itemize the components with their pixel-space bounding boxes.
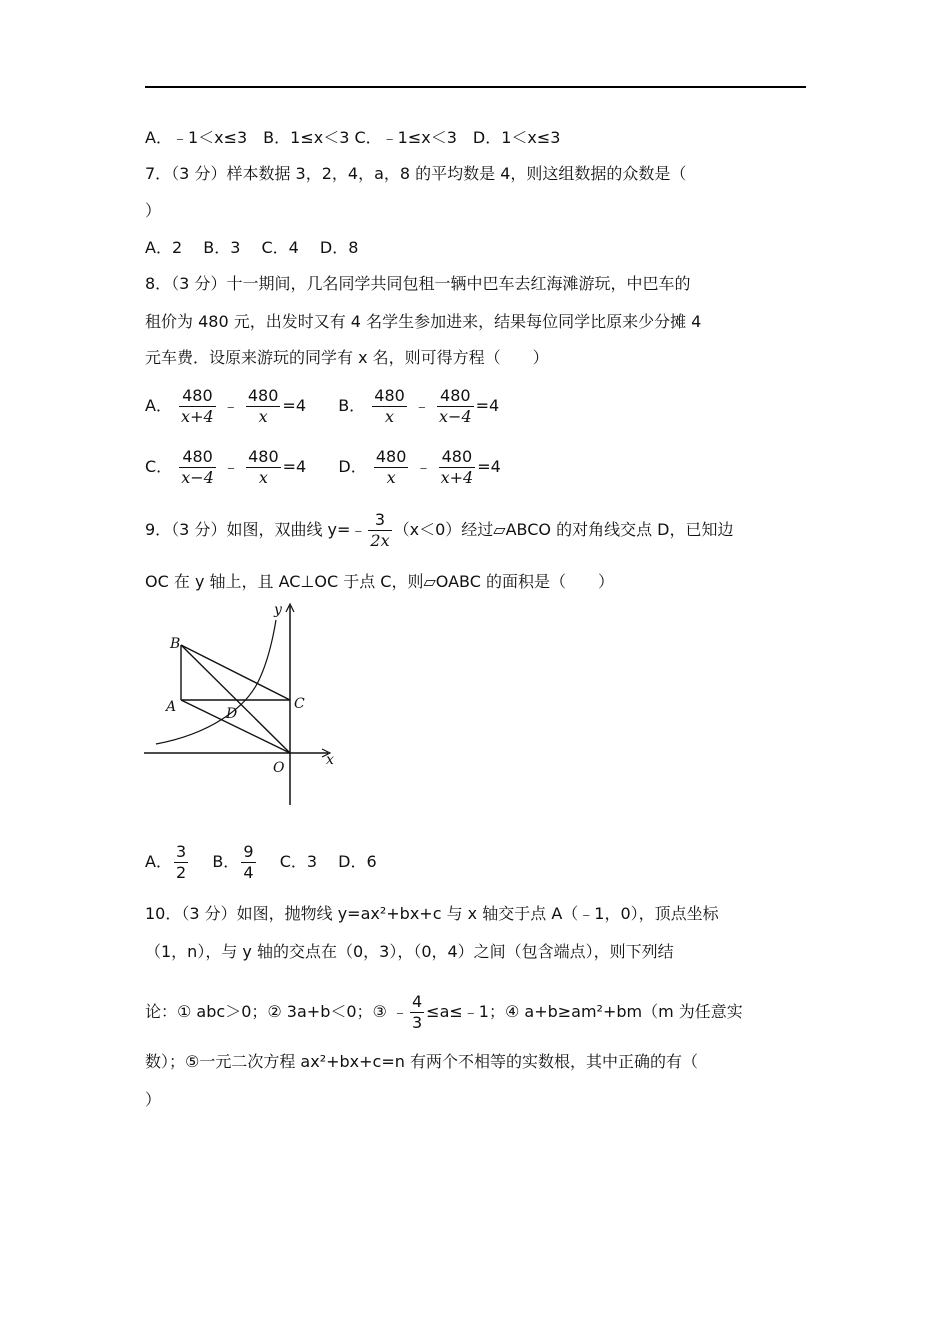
- q9-option-b-label: B．: [212, 852, 240, 871]
- figure-label-o: O: [273, 760, 285, 776]
- q7-stem-line1: 7．（3 分）样本数据 3，2，4，a，8 的平均数是 4，则这组数据的众数是（: [145, 164, 687, 183]
- q7-options: A．2 B．3 C．4 D．8: [145, 238, 359, 257]
- q9-option-b-fraction: $\frac{9}{4}$: [243, 842, 254, 882]
- q8-option-d: D． $\frac{480}{x}$ ﹣ $\frac{480}{x+4}$ =4: [338, 447, 501, 487]
- q8-stem-line3: 元车费．设原来游玩的同学有 x 名，则可得方程（ ）: [145, 348, 549, 367]
- q8-option-a-label: A．: [145, 396, 172, 415]
- figure-label-y: y: [274, 602, 282, 618]
- q8-d-fraction-2: $\frac{480}{x+4}$: [440, 447, 474, 487]
- q9-options-rest: C．3 D．6: [279, 852, 377, 871]
- figure-label-d: D: [226, 706, 238, 722]
- figure-label-x: x: [326, 752, 334, 768]
- figure-label-a: A: [166, 699, 177, 715]
- q8-options-row2: [145, 447, 501, 488]
- q8-options-row1: [145, 386, 499, 427]
- q8-b-fraction-1: $\frac{480}{x}$: [374, 386, 405, 426]
- q8-option-d-label: D．: [338, 457, 367, 476]
- q8-a-fraction-1: $\frac{480}{x+4}$: [181, 386, 214, 426]
- q8-option-c-label: C．: [145, 457, 173, 476]
- q10-stem-line2: （1，n），与 y 轴的交点在（0，3），（0，4）之间（包含端点），则下列结: [145, 942, 674, 961]
- header-rule: [145, 86, 806, 88]
- segment-bo: [181, 645, 290, 753]
- q8-option-c: C． $\frac{480}{x-4}$ ﹣ $\frac{480}{x}$ =4: [145, 447, 307, 487]
- q9-stem-line2: OC 在 y 轴上，且 AC⊥OC 于点 C，则▱OABC 的面积是（ ）: [145, 572, 614, 591]
- q8-option-b-label: B．: [338, 396, 366, 415]
- q8-b-fraction-2: $\frac{480}{x-4}$: [439, 386, 472, 426]
- q8-d-fraction-1: $\frac{480}{x}$: [375, 447, 407, 487]
- q9-stem-line1: 9．（3 分）如图，双曲线 y=﹣ $\frac{3}{2x}$ （x＜0）经过▱ABCO 的对角线交点 D，已知边: [145, 510, 734, 550]
- q9-hyperbola-fraction: $\frac{3}{2x}$: [370, 510, 390, 550]
- figure-label-c: C: [294, 696, 305, 712]
- q8-stem-line2: 租价为 480 元，出发时又有 4 名学生参加进来，结果每位同学比原来少分摊 4: [145, 312, 702, 331]
- segment-bc: [181, 645, 290, 700]
- q7-stem-line2: ）: [145, 201, 162, 220]
- q8-option-b: B． $\frac{480}{x}$ ﹣ $\frac{480}{x-4}$ =4: [338, 386, 500, 426]
- q8-a-fraction-2: $\frac{480}{x}$: [247, 386, 279, 426]
- q8-option-a: A． $\frac{480}{x+4}$ ﹣ $\frac{480}{x}$ =4: [145, 386, 306, 426]
- q8-c-fraction-2: $\frac{480}{x}$: [248, 447, 279, 487]
- q10-stem-line5: ）: [145, 1090, 162, 1109]
- q8-stem-line1: 8．（3 分）十一期间，几名同学共同包租一辆中巴车去红海滩游玩，中巴车的: [145, 274, 691, 293]
- q9-figure-diagram: [140, 598, 340, 808]
- q10-fraction: $\frac{4}{3}$: [411, 992, 423, 1032]
- q10-stem-line4: 数）；⑤一元二次方程 ax²+bx+c=n 有两个不相等的实数根，其中正确的有（: [145, 1052, 698, 1071]
- q6-options: A．﹣1＜x≤3 B．1≤x＜3 C．﹣1≤x＜3 D．1＜x≤3: [145, 128, 561, 147]
- q9-options: [145, 842, 377, 883]
- q8-c-fraction-1: $\frac{480}{x-4}$: [181, 447, 214, 487]
- figure-label-b: B: [170, 636, 181, 652]
- q10-stem-line1: 10．（3 分）如图，抛物线 y=ax²+bx+c 与 x 轴交于点 A（﹣1，0），顶点坐标: [145, 904, 719, 923]
- q9-option-a-label: A．: [145, 852, 172, 871]
- q9-option-a-fraction: $\frac{3}{2}$: [175, 842, 187, 882]
- q10-stem-line3: 论：① abc＞0；② 3a+b＜0；③ ﹣ $\frac{4}{3}$ ≤a≤﹣1；④ a+b≥am²+bm（m 为任意实: [145, 992, 743, 1032]
